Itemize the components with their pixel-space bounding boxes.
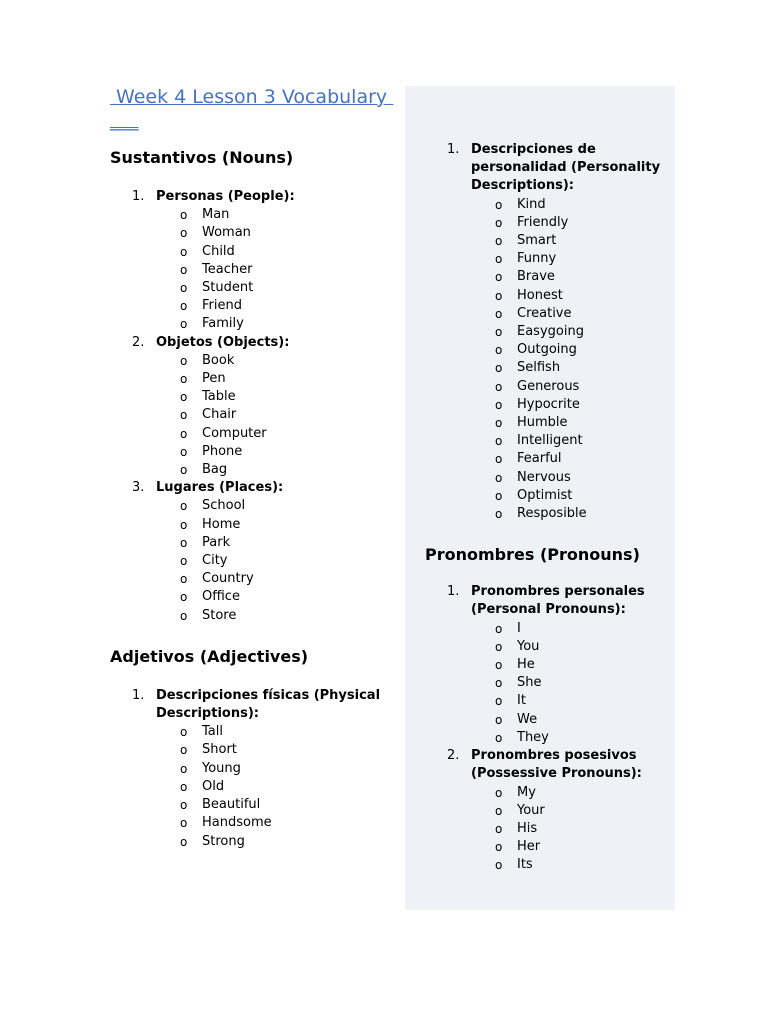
bullet-marker: o <box>180 798 188 813</box>
list-number: 2. <box>132 334 145 350</box>
item-list <box>471 784 665 875</box>
bullet-marker: o <box>180 444 188 459</box>
list-number: 2. <box>447 748 460 764</box>
list-item-text: Man <box>202 207 230 223</box>
bullet-marker: o <box>180 463 188 478</box>
bullet-marker: o <box>495 306 503 321</box>
list-item <box>471 711 665 729</box>
bullet-marker: o <box>180 590 188 605</box>
item-list <box>156 352 390 479</box>
bullet-marker: o <box>495 234 503 249</box>
list-item-text: Park <box>202 534 231 550</box>
item-list <box>471 196 665 524</box>
item-list <box>156 723 390 850</box>
list-item <box>471 214 665 232</box>
list-item-text: Kind <box>517 196 546 212</box>
document-title-link[interactable]: Week 4 Lesson 3 Vocabulary ___ <box>110 86 394 131</box>
list-item-text: Pen <box>202 371 226 387</box>
list-item-text: She <box>517 675 542 691</box>
bullet-marker: o <box>180 554 188 569</box>
list-item-text: Strong <box>202 833 245 849</box>
bullet-marker: o <box>495 621 503 636</box>
list-item <box>156 534 390 552</box>
list-item <box>471 414 665 432</box>
list-item <box>156 406 390 424</box>
list-item <box>156 206 390 224</box>
bullet-marker: o <box>495 252 503 267</box>
bullet-marker: o <box>495 397 503 412</box>
list-item-text: Table <box>202 389 236 405</box>
bullet-marker: o <box>180 262 188 277</box>
list-item-text: Bag <box>202 462 228 478</box>
bullet-marker: o <box>495 658 503 673</box>
list-item-text: He <box>517 657 535 673</box>
list-item <box>156 261 390 279</box>
bullet-marker: o <box>180 426 188 441</box>
personality-group <box>425 141 665 523</box>
list-item <box>471 838 665 856</box>
list-item-text: Old <box>202 778 225 794</box>
list-item <box>156 607 390 625</box>
list-item <box>471 487 665 505</box>
list-item-text: Selfish <box>517 360 561 376</box>
list-item-text: Its <box>517 857 533 873</box>
bullet-marker: o <box>180 408 188 423</box>
pronouns-heading: Pronombres (Pronouns) <box>425 545 640 565</box>
list-item-text: Friend <box>202 298 242 314</box>
list-item <box>471 432 665 450</box>
item-list <box>471 620 665 747</box>
bullet-marker: o <box>495 840 503 855</box>
list-item <box>156 833 390 851</box>
bullet-marker: o <box>495 379 503 394</box>
bullet-marker: o <box>495 470 503 485</box>
list-item-text: Teacher <box>202 261 253 277</box>
bullet-marker: o <box>180 608 188 623</box>
list-item-text: You <box>517 638 540 654</box>
list-item-text: Young <box>202 760 241 776</box>
nouns-list <box>110 188 390 625</box>
list-item <box>471 729 665 747</box>
list-item-text: Woman <box>202 225 251 241</box>
bullet-marker: o <box>180 353 188 368</box>
list-item-text: Your <box>517 802 545 818</box>
list-item-text: Brave <box>517 269 555 285</box>
list-item <box>156 370 390 388</box>
group-title: Pronombres posesivos (Possessive Pronouns): <box>471 748 642 782</box>
bullet-marker: o <box>495 215 503 230</box>
item-list <box>156 206 390 333</box>
bullet-marker: o <box>180 761 188 776</box>
list-item-text: Optimist <box>517 487 573 503</box>
list-item <box>156 425 390 443</box>
list-item-text: Beautiful <box>202 797 261 813</box>
list-item <box>156 570 390 588</box>
list-item <box>156 352 390 370</box>
pronouns-group-possessive <box>425 747 665 874</box>
personality-list <box>425 141 665 523</box>
bullet-marker: o <box>180 390 188 405</box>
group-title: Personas (People): <box>156 189 295 204</box>
bullet-marker: o <box>495 803 503 818</box>
list-item <box>156 315 390 333</box>
adjectives-group-physical <box>110 687 390 851</box>
bullet-marker: o <box>495 488 503 503</box>
list-item-text: Computer <box>202 425 267 441</box>
bullet-marker: o <box>180 779 188 794</box>
bullet-marker: o <box>495 730 503 745</box>
list-item-text: Friendly <box>517 214 569 230</box>
list-item <box>471 469 665 487</box>
list-item <box>156 297 390 315</box>
list-item-text: Short <box>202 742 237 758</box>
list-item <box>156 443 390 461</box>
pronouns-group-personal <box>425 583 665 747</box>
bullet-marker: o <box>495 639 503 654</box>
list-item <box>471 305 665 323</box>
list-number: 3. <box>132 480 145 496</box>
list-item <box>471 450 665 468</box>
list-item <box>156 516 390 534</box>
list-item <box>156 741 390 759</box>
list-item-text: Her <box>517 839 541 855</box>
bullet-marker: o <box>180 725 188 740</box>
list-item-text: Fearful <box>517 451 562 467</box>
bullet-marker: o <box>180 244 188 259</box>
list-item-text: Office <box>202 589 240 605</box>
list-item <box>471 674 665 692</box>
list-item <box>156 588 390 606</box>
group-title: Objetos (Objects): <box>156 334 290 350</box>
list-item <box>471 692 665 710</box>
list-number: 1. <box>447 584 460 600</box>
list-item-text: Easygoing <box>517 324 584 340</box>
list-item-text: It <box>517 693 526 709</box>
list-item-text: Intelligent <box>517 433 583 449</box>
list-item <box>471 396 665 414</box>
bullet-marker: o <box>180 743 188 758</box>
list-item <box>156 497 390 515</box>
bullet-marker: o <box>495 270 503 285</box>
list-item <box>471 820 665 838</box>
list-number: 1. <box>132 189 145 204</box>
nouns-group-people <box>110 188 390 334</box>
list-item-text: School <box>202 498 246 514</box>
list-item <box>471 784 665 802</box>
list-item-text: Outgoing <box>517 342 577 358</box>
list-item-text: Generous <box>517 378 580 394</box>
list-item-text: Home <box>202 516 241 532</box>
list-item-text: Chair <box>202 407 237 423</box>
bullet-marker: o <box>495 785 503 800</box>
list-item <box>471 856 665 874</box>
bullet-marker: o <box>495 712 503 727</box>
right-column-panel <box>405 86 675 910</box>
list-item <box>156 243 390 261</box>
bullet-marker: o <box>495 452 503 467</box>
list-item <box>471 620 665 638</box>
list-item <box>156 552 390 570</box>
bullet-marker: o <box>495 507 503 522</box>
list-item-text: Handsome <box>202 815 272 831</box>
list-item-text: Tall <box>202 724 223 740</box>
pronouns-list <box>425 583 665 874</box>
bullet-marker: o <box>495 325 503 340</box>
list-item-text: Store <box>202 607 237 623</box>
list-item-text: City <box>202 553 228 569</box>
list-item <box>156 778 390 796</box>
list-item-text: Child <box>202 243 235 259</box>
bullet-marker: o <box>180 499 188 514</box>
bullet-marker: o <box>495 361 503 376</box>
list-item-text: I <box>517 620 521 636</box>
adjectives-list <box>110 687 390 851</box>
list-item-text: Family <box>202 316 244 332</box>
list-item <box>471 287 665 305</box>
list-item-text: They <box>517 729 549 745</box>
list-item-text: We <box>517 711 538 727</box>
list-item <box>471 378 665 396</box>
bullet-marker: o <box>180 572 188 587</box>
bullet-marker: o <box>180 281 188 296</box>
list-item-text: My <box>517 784 536 800</box>
list-item <box>471 250 665 268</box>
bullet-marker: o <box>180 834 188 849</box>
list-item-text: Student <box>202 280 254 296</box>
list-item-text: His <box>517 820 538 836</box>
list-item <box>156 388 390 406</box>
list-item <box>471 268 665 286</box>
bullet-marker: o <box>495 858 503 873</box>
list-item <box>156 723 390 741</box>
bullet-marker: o <box>180 517 188 532</box>
bullet-marker: o <box>180 816 188 831</box>
list-item <box>156 224 390 242</box>
item-list <box>156 497 390 624</box>
list-item <box>156 796 390 814</box>
bullet-marker: o <box>180 317 188 332</box>
list-item-text: Phone <box>202 443 243 459</box>
list-item <box>156 461 390 479</box>
list-number: 1. <box>132 687 145 703</box>
group-title: Descripciones de personalidad (Personality Descriptions): <box>471 142 661 194</box>
list-item-text: Nervous <box>517 469 571 485</box>
list-item <box>471 505 665 523</box>
bullet-marker: o <box>495 416 503 431</box>
bullet-marker: o <box>495 343 503 358</box>
list-item-text: Book <box>202 352 235 368</box>
list-item-text: Humble <box>517 415 568 431</box>
group-title: Descripciones físicas (Physical Descriptions): <box>156 687 381 722</box>
list-item-text: Honest <box>517 287 563 303</box>
list-item <box>471 802 665 820</box>
bullet-marker: o <box>180 372 188 387</box>
group-title: Pronombres personales (Personal Pronouns): <box>471 584 645 618</box>
list-item <box>471 323 665 341</box>
bullet-marker: o <box>180 299 188 314</box>
list-item <box>156 279 390 297</box>
list-item <box>471 232 665 250</box>
bullet-marker: o <box>495 197 503 212</box>
nouns-group-objects <box>110 334 390 480</box>
bullet-marker: o <box>495 288 503 303</box>
list-item <box>471 359 665 377</box>
list-item-text: Smart <box>517 233 557 249</box>
nouns-heading: Sustantivos (Nouns) <box>110 148 294 167</box>
list-item <box>156 760 390 778</box>
group-title: Lugares (Places): <box>156 480 284 496</box>
bullet-marker: o <box>495 821 503 836</box>
bullet-marker: o <box>180 226 188 241</box>
bullet-marker: o <box>495 434 503 449</box>
list-item-text: Country <box>202 571 254 587</box>
list-item-text: Resposible <box>517 506 587 522</box>
bullet-marker: o <box>495 676 503 691</box>
list-number: 1. <box>447 142 460 157</box>
list-item-text: Funny <box>517 251 557 267</box>
list-item <box>471 638 665 656</box>
bullet-marker: o <box>495 694 503 709</box>
list-item <box>471 656 665 674</box>
list-item-text: Creative <box>517 305 572 321</box>
bullet-marker: o <box>180 208 188 223</box>
bullet-marker: o <box>180 535 188 550</box>
left-column <box>110 86 394 851</box>
nouns-group-places <box>110 479 390 625</box>
list-item <box>156 814 390 832</box>
list-item <box>471 196 665 214</box>
adjectives-heading: Adjetivos (Adjectives) <box>110 646 309 666</box>
list-item <box>471 341 665 359</box>
list-item-text: Hypocrite <box>517 396 580 412</box>
